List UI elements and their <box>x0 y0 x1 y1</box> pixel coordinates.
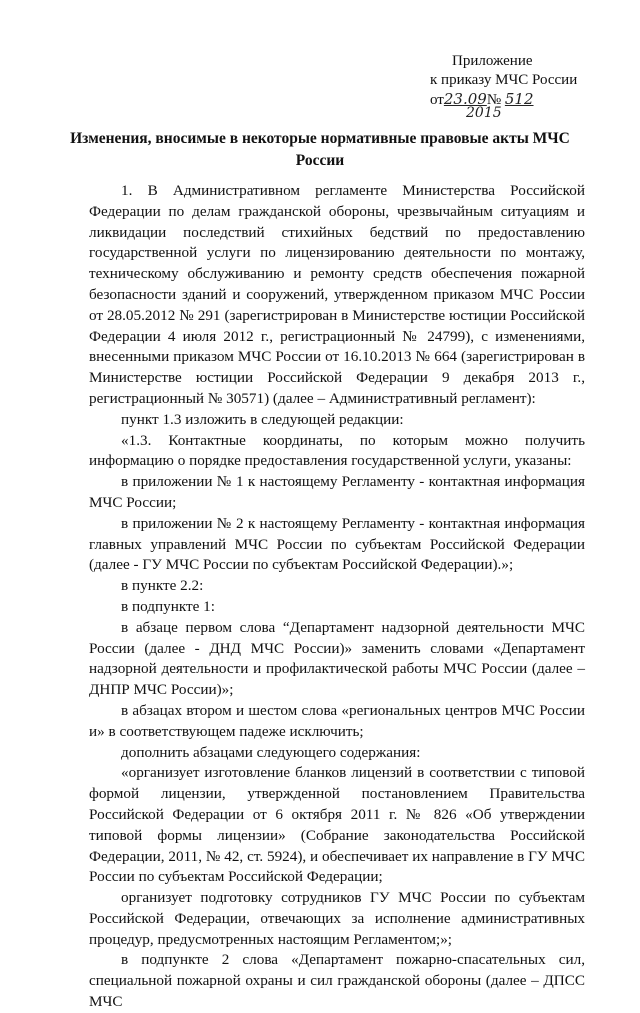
appendix-label: Приложение <box>452 53 533 69</box>
date-prefix: от <box>430 92 444 108</box>
handwritten-number: 512 <box>504 90 534 108</box>
paragraph-7: в подпункте 1: <box>121 597 215 615</box>
appendix-header <box>430 52 610 121</box>
handwritten-date: 23.09 <box>443 90 487 108</box>
paragraph-9: в абзацах втором и шестом слова «региональных центров МЧС России и» в соответствующем падеже исключить; <box>89 701 585 740</box>
paragraph-3: «1.3. Контактные координаты, по которым можно получить информацию о порядке предоставления государственной услуги, указаны: <box>89 431 585 470</box>
paragraph-5: в приложении № 2 к настоящему Регламенту - контактная информация главных управлений МЧС России по субъектам Российской Федерации (далее - ГУ МЧС России по субъектам Российской Федерации).»; <box>89 514 585 574</box>
paragraph-12: организует подготовку сотрудников ГУ МЧС России по субъектам Российской Федерации, отвечающих за исполнение административных процедур, предусмотренных настоящим Регламентом;»; <box>89 889 585 948</box>
document-body <box>89 181 585 1013</box>
paragraph-1: 1. В Административном регламенте Министерства Российской Федерации по делам гражданской обороны, чрезвычайным ситуациям и ликвидации последствий стихийных бедствий по предоставлению государственной услуги по лицензированию деятельности по монтажу, техническому обслуживанию и ремонту средств обеспечения пожарной безопасности зданий и сооружений, утвержденном приказом МЧС России от 28.05.2012 № 291 (зарегистрирован в Министерстве юстиции Российской Федерации 4 июля 2012 г., регистрационный № 24799), с изменениями, внесенными приказом МЧС России от 16.10.2013 № 664 (зарегистрирован в Министерстве юстиции Российской Федерации 9 декабря 2013 г., регистрационный № 30571) (далее – Административный регламент): <box>89 182 585 407</box>
appendix-date-number <box>430 90 610 121</box>
appendix-order-ref: к приказу МЧС России <box>430 72 578 88</box>
number-prefix: № <box>486 92 502 108</box>
paragraph-6: в пункте 2.2: <box>121 577 204 595</box>
paragraph-4: в приложении № 1 к настоящему Регламенту - контактная информация МЧС России; <box>89 473 585 511</box>
paragraph-13: в подпункте 2 слова «Департамент пожарно-спасательных сил, специальной пожарной охраны и сил гражданской обороны (далее – ДПСС МЧС <box>89 951 585 1011</box>
handwritten-year: 2015 <box>466 105 502 121</box>
paragraph-10: дополнить абзацами следующего содержания: <box>121 743 421 761</box>
paragraph-8: в абзаце первом слова “Департамент надзорной деятельности МЧС России (далее - ДНД МЧС России)» заменить словами «Департамент надзорной деятельности и профилактической работы МЧС России (далее – ДНПР МЧС России)»; <box>89 618 585 699</box>
document-title: Изменения, вносимые в некоторые нормативные правовые акты МЧС России <box>70 130 570 169</box>
paragraph-2: пункт 1.3 изложить в следующей редакции: <box>121 410 404 428</box>
paragraph-11: «организует изготовление бланков лицензий в соответствии с типовой формой лицензии, утвержденной постановлением Правительства Российской Федерации от 6 октября 2011 г. № 826 «Об утверждении типовой формы лицензии» (Собрание законодательства Российской Федерации, 2011, № 42, ст. 5924), и обеспечивает их направление в ГУ МЧС России по субъектам Российской Федерации; <box>89 764 585 886</box>
